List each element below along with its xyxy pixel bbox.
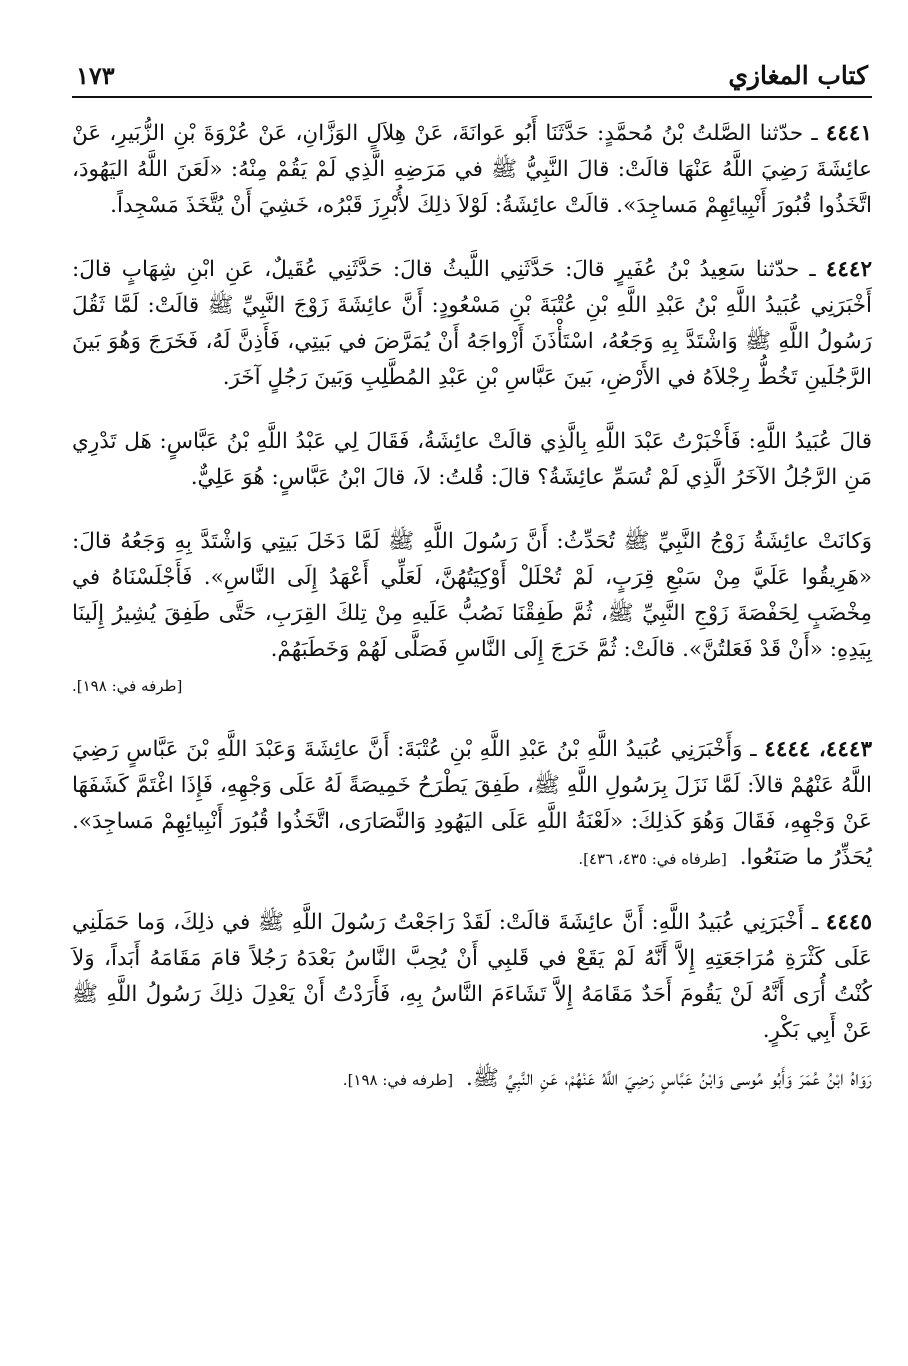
- hadith-number: ٤٤٤٢: [825, 257, 872, 282]
- paragraph-text: رَوَاهُ ابْنُ عُمَرَ وَأَبُو مُوسى وَابْنُ عَبَّاسٍ رَضِيَ اللَّهُ عَنْهُمْ، عَنِ النَّبِيِّ ﷺ.: [465, 1066, 872, 1091]
- paragraph-text: قالَ عُبَيدُ اللَّهِ: فَأَخْبَرْتُ عَبْدَ اللَّهِ بِالَّذِي قالَتْ عائِشَةُ، فَقَالَ لِي عَبْدُ اللَّهِ بْنُ عَبَّاسٍ: هَل تَدْرِي مَنِ الرَّجُلُ الآخَرُ الَّذِي لَمْ تُسَمِّ عائِشَةُ؟ قالَ: قُلتُ: لاَ، قالَ ابْنُ عَبَّاسٍ: هُوَ عَلِيٌّ.: [72, 429, 872, 490]
- cross-reference: [طرفاه في: ٤٣٥، ٤٣٦].: [578, 850, 727, 868]
- hadith-text: ـ وَأَخْبَرَنِي عُبَيدُ اللَّهِ بْنُ عَبْدِ اللَّهِ بْنِ عُتْبَةَ: أَنَّ عائِشَةَ وَعَبْدَ اللَّهِ بْنَ عَبَّاسٍ رَضِيَ اللَّهُ عَنْهُمْ قالاَ: لَمَّا نَزَلَ بِرَسُولِ اللَّهِ ﷺ، طَفِقَ يَطْرَحُ خَمِيصَةً لَهُ عَلَى وَجْهِهِ، فَإِذَا اغْتَمَّ كَشَفَهَا عَنْ وَجْهِهِ، فَقَالَ وَهُوَ كَذلِكَ: «لَعْنَةُ اللَّهِ عَلَى اليَهُودِ وَالنَّصَارَى، اتَّخَذُوا قُبُورَ أَنْبِيائِهِمْ مَساجِدَ». يُحَذِّرُ ما صَنَعُوا.: [72, 737, 872, 870]
- page-header: [72, 56, 872, 98]
- book-page: [72, 56, 872, 1316]
- hadith-4445: [72, 905, 872, 1049]
- paragraph-text: وَكانَتْ عائِشَةُ زَوْجُ النَّبِيِّ ﷺ تُحَدِّثُ: أَنَّ رَسُولَ اللَّهِ ﷺ لَمَّا دَخَلَ بَيتِي وَاشْتَدَّ بِهِ وَجَعُهُ قالَ: «هَرِيقُوا عَلَيَّ مِنْ سَبْعِ قِرَبٍ، لَمْ تُحْلَلْ أَوْكِيَتُهُنَّ، لَعَلِّي أَعْهَدُ إِلَى النَّاسِ». فَأَجْلَسْنَاهُ في مِخْضَبٍ لِحَفْصَةَ زَوْجِ النَّبِيِّ ﷺ، ثُمَّ طَفِقْنَا نَصُبُّ عَلَيهِ مِنْ تِلكَ القِرَبِ، حَتَّى طَفِقَ يُشِيرُ إِلَينَا بِيَدِهِ: «أَنْ قَدْ فَعَلتُنَّ». قالَتْ: ثُمَّ خَرَجَ إِلَى النَّاسِ فَصَلَّى لَهُمْ وَخَطَبَهُمْ.: [72, 529, 872, 662]
- hadith-text: ـ حدّثنا سَعِيدُ بْنُ عُفَيرٍ قالَ: حَدَّثَنِي اللَّيثُ قالَ: حَدَّثَنِي عُقَيلٌ، عَنِ ابْنِ شِهَابٍ قالَ: أَخْبَرَنِي عُبَيدُ اللَّهِ بْنُ عَبْدِ اللَّهِ بْنِ عُتْبَةَ بْنِ مَسْعُودٍ: أَنَّ عائِشَةَ زَوْجَ النَّبِيِّ ﷺ قالَتْ: لَمَّا ثَقُلَ رَسُولُ اللَّهِ ﷺ وَاشْتَدَّ بِهِ وَجَعُهُ، اسْتَأْذَنَ أَزْواجَهُ أَنْ يُمَرَّضَ في بَيتِي، فَأَذِنَّ لَهُ، فَخَرَجَ وَهُوَ بَينَ الرَّجُلَينِ تَخُطُّ رِجْلاَهُ في الأَرْضِ، بَينَ عَبَّاسِ بْنِ عَبْدِ المُطَّلِبِ وَبَينَ رَجُلٍ آخَرَ.: [72, 257, 872, 390]
- hadith-continuation: [72, 424, 872, 496]
- cross-reference: [طرفه في: ١٩٨].: [342, 1071, 454, 1089]
- page-body: [72, 116, 872, 1098]
- hadith-text: ـ حدّثنا الصَّلتُ بْنُ مُحمَّدٍ: حَدَّثَنَا أَبُو عَوانَةَ، عَنْ هِلاَلٍ الوَزَّانِ، عَنْ عُرْوَةَ بْنِ الزُّبَيرِ، عَنْ عائِشَةَ رَضِيَ اللَّهُ عَنْهَا قالَتْ: قالَ النَّبِيُّ ﷺ في مَرَضِهِ الَّذِي لَمْ يَقُمْ مِنْهُ: «لَعَنَ اللَّهُ اليَهُودَ، اتَّخَذُوا قُبُورَ أَنْبِيائِهِمْ مَساجِدَ». قالَتْ عائِشَةُ: لَوْلاَ ذلِكَ لأُبْرِزَ قَبْرُه، خَشِيَ أَنْ يُتَّخَذَ مَسْجِداً.: [72, 121, 872, 218]
- hadith-4441: [72, 116, 872, 224]
- hadith-number: ٤٤٤١: [825, 121, 872, 146]
- running-title: كتاب المغازي: [728, 61, 868, 90]
- hadith-text: ـ أَخْبَرَنِي عُبَيدُ اللَّهِ: أَنَّ عائِشَةَ قالَتْ: لَقَدْ رَاجَعْتُ رَسُولَ اللَّهِ ﷺ في ذلِكَ، وَما حَمَلَنِي عَلَى كَثْرَةِ مُرَاجَعَتِهِ إِلاَّ أَنَّهُ لَمْ يَقَعْ في قَلبِي أَنْ يُحِبَّ النَّاسُ بَعْدَهُ رَجُلاً قامَ مَقَامَهُ أَبَداً، وَلاَ كُنْتُ أُرَى أَنَّهُ لَنْ يَقُومَ أَحَدٌ مَقَامَهُ إِلاَّ تَشَاءَمَ النَّاسُ بِهِ، فَأَرَدْتُ أَنْ يَعْدِلَ ذلِكَ رَسُولُ اللَّهِ ﷺ عَنْ أَبِي بَكْرٍ.: [72, 910, 872, 1043]
- hadith-continuation: [72, 524, 872, 704]
- page-number: ١٧٣: [76, 61, 115, 90]
- hadith-4443-4444: [72, 732, 872, 877]
- hadith-number: ٤٤٤٥: [825, 910, 872, 935]
- narration-note: [72, 1061, 872, 1098]
- hadith-number: ٤٤٤٣، ٤٤٤٤: [764, 737, 872, 762]
- cross-reference: [طرفه في: ١٩٨].: [72, 677, 183, 695]
- hadith-4442: [72, 252, 872, 396]
